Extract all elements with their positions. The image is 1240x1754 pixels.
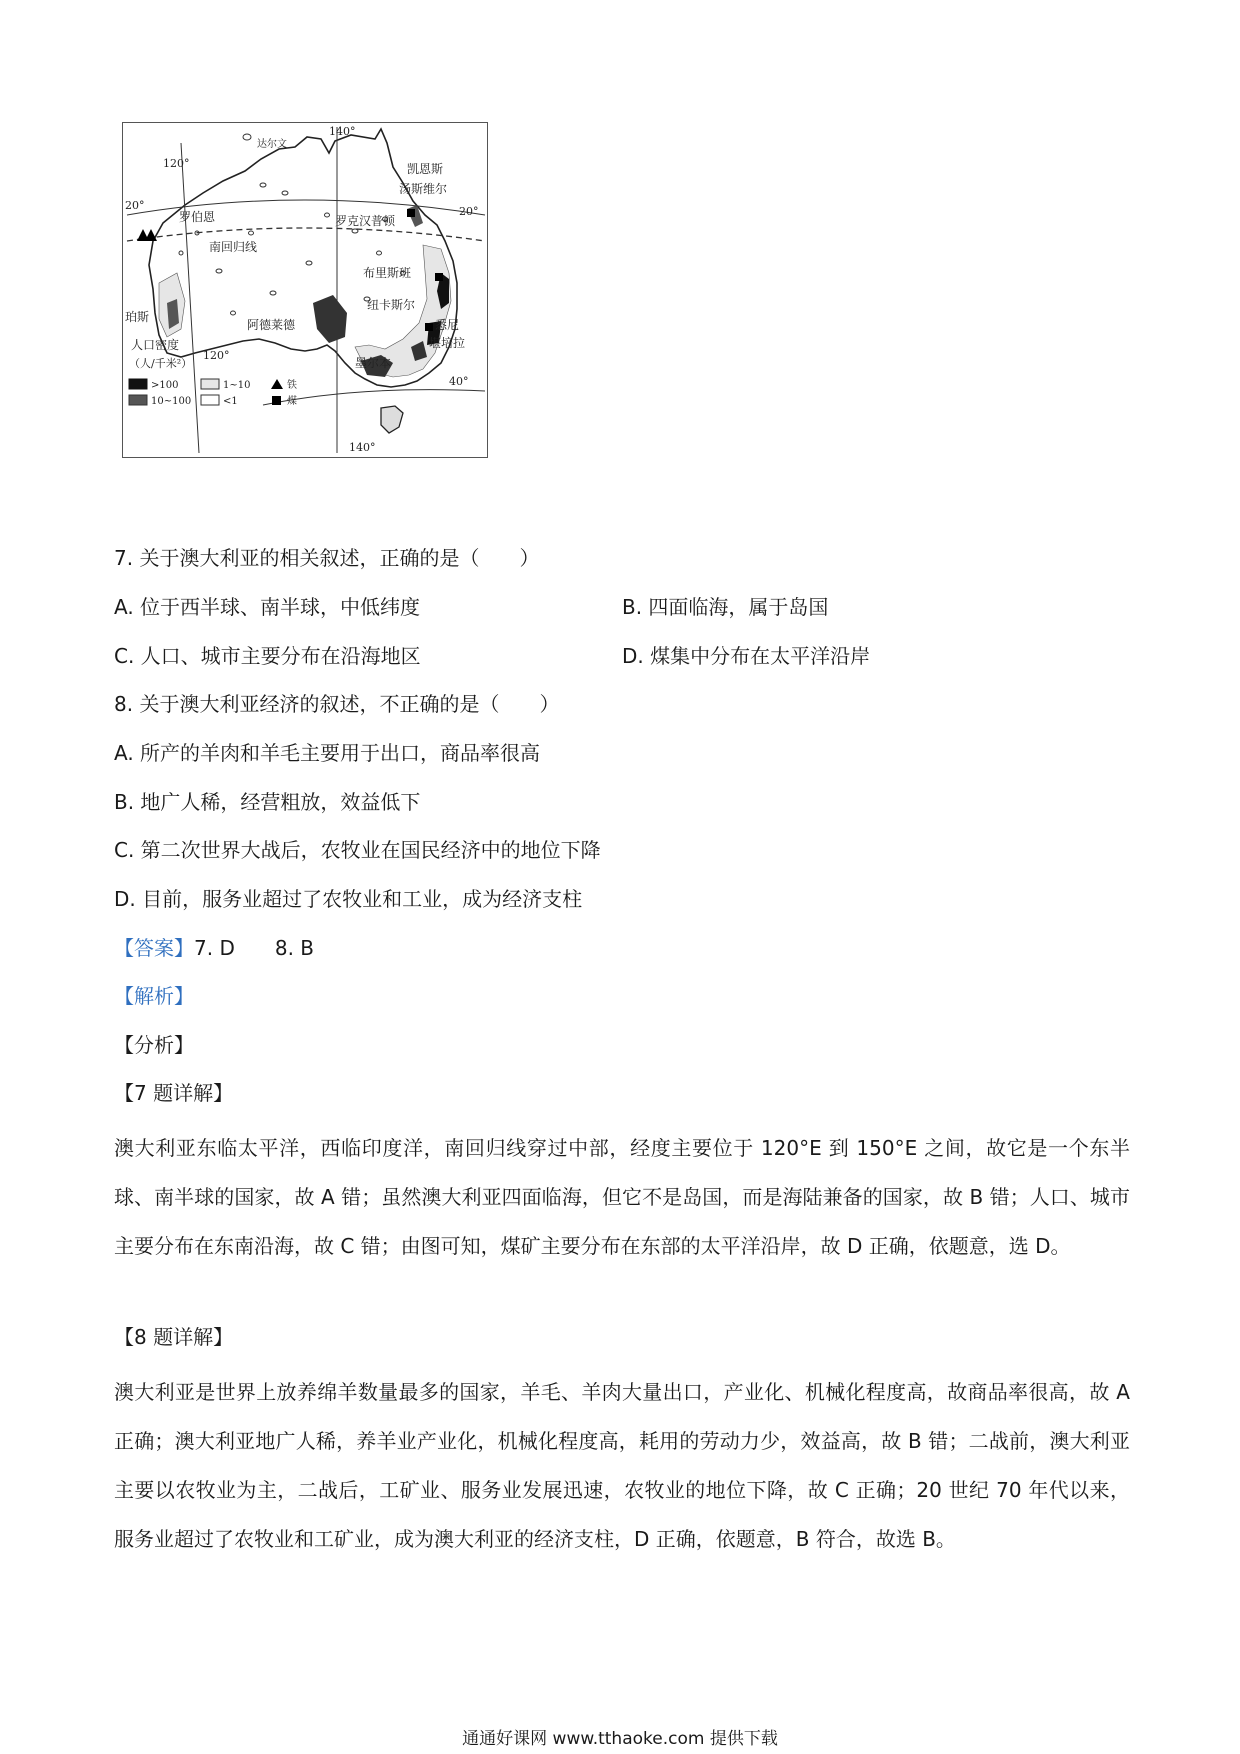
tropic-label: 南回归线: [209, 240, 258, 254]
city-townsville: 汤斯维尔: [399, 182, 448, 196]
legend-iron: 铁: [287, 380, 297, 391]
q8-option-c: C. 第二次世界大战后，农牧业在国民经济中的地位下降: [114, 838, 601, 862]
city-cairns: 凯恩斯: [407, 162, 444, 176]
city-perth: 珀斯: [125, 310, 150, 324]
answer-line: [114, 934, 314, 962]
city-brisbane: 布里斯班: [363, 266, 412, 280]
australia-map: [123, 123, 487, 457]
city-port-hedland: 罗伯恩: [179, 210, 216, 224]
q8-option-a: A. 所产的羊肉和羊毛主要用于出口，商品率很高: [114, 741, 541, 765]
lat-label-20-left: 20°: [125, 199, 145, 212]
q8-detail: 澳大利亚是世界上放养绵羊数量最多的国家，羊毛、羊肉大量出口，产业化、机械化程度高，故商品率很高，故 A 正确；澳大利亚地广人稀，养羊业产业化，机械化程度高，耗用的劳动力少，效益高，故 B 错；二战前，澳大利亚主要以农牧业为主，二战后，工矿业、服务业发展迅速，农牧业的地位下降，故 C 正确；20 世纪 70 年代以来，服务业超过了农牧业和工矿业，成为澳大利亚的经济支柱，D 正确，依题意，B 符合，故选 B。: [114, 1380, 1130, 1551]
analysis-label: 【解析】: [114, 984, 194, 1008]
lat-label-20-right: 20°: [459, 205, 479, 218]
lon-label-120-bottom: 120°: [203, 349, 230, 362]
answer-label: 【答案】: [114, 936, 194, 960]
city-rockhampton: 罗克汉普顿: [335, 214, 396, 228]
legend-coal: 煤: [287, 396, 297, 407]
q7-detail-label: 【7 题详解】: [114, 1081, 234, 1105]
city-newcastle: 纽卡斯尔: [367, 298, 416, 312]
legend-lt1: <1: [223, 396, 238, 407]
lat-label-40: 40°: [449, 375, 469, 388]
city-adelaide: 阿德莱德: [247, 318, 296, 332]
q8-option-b: B. 地广人稀，经营粗放，效益低下: [114, 790, 421, 814]
q7-option-d: D. 煤集中分布在太平洋沿岸: [622, 644, 871, 668]
fenxi-label: 【分析】: [114, 1033, 194, 1057]
legend-10-100: 10~100: [151, 396, 192, 407]
city-canberra: 堪培拉: [429, 336, 466, 350]
q8-detail-label: 【8 题详解】: [114, 1325, 234, 1349]
answer-7: 7. D: [194, 936, 235, 960]
lon-label-120-top: 120°: [163, 157, 190, 170]
q7-option-b: B. 四面临海，属于岛国: [622, 595, 829, 619]
legend-title: 人口密度: [131, 338, 180, 352]
q8-option-d: D. 目前，服务业超过了农牧业和工业，成为经济支柱: [114, 887, 583, 911]
city-darwin: 达尔文: [257, 139, 287, 150]
legend-1-10: 1~10: [223, 380, 251, 391]
answer-8: 8. B: [274, 936, 315, 960]
legend-unit: （人/千米²）: [129, 357, 193, 370]
australia-map-figure: [122, 122, 488, 458]
q7-stem: 7. 关于澳大利亚的相关叙述，正确的是（ ）: [114, 546, 540, 570]
legend-gt100: >100: [151, 380, 179, 391]
q8-stem: 8. 关于澳大利亚经济的叙述，不正确的是（ ）: [114, 692, 560, 716]
tasmania-outline: [381, 406, 403, 433]
footer: 通通好课网 www.tthaoke.com 提供下载: [462, 1729, 778, 1749]
city-melbourne: 墨尔本: [355, 356, 392, 370]
lon-label-140-bottom: 140°: [349, 441, 376, 454]
city-sydney: 悉尼: [435, 318, 460, 332]
q7-option-a: A. 位于西半球、南半球，中低纬度: [114, 595, 421, 619]
q7-detail: 澳大利亚东临太平洋，西临印度洋，南回归线穿过中部，经度主要位于 120°E 到 150°E 之间，故它是一个东半球、南半球的国家，故 A 错；虽然澳大利亚四面临海，但它不是岛国，而是海陆兼备的国家，故 B 错；人口、城市主要分布在东南沿海，故 C 错；由图可知，煤矿主要分布在东部的太平洋沿岸，故 D 正确，依题意，选 D。: [114, 1136, 1130, 1258]
lon-label-140-top: 140°: [329, 125, 356, 138]
q7-option-c: C. 人口、城市主要分布在沿海地区: [114, 644, 421, 668]
